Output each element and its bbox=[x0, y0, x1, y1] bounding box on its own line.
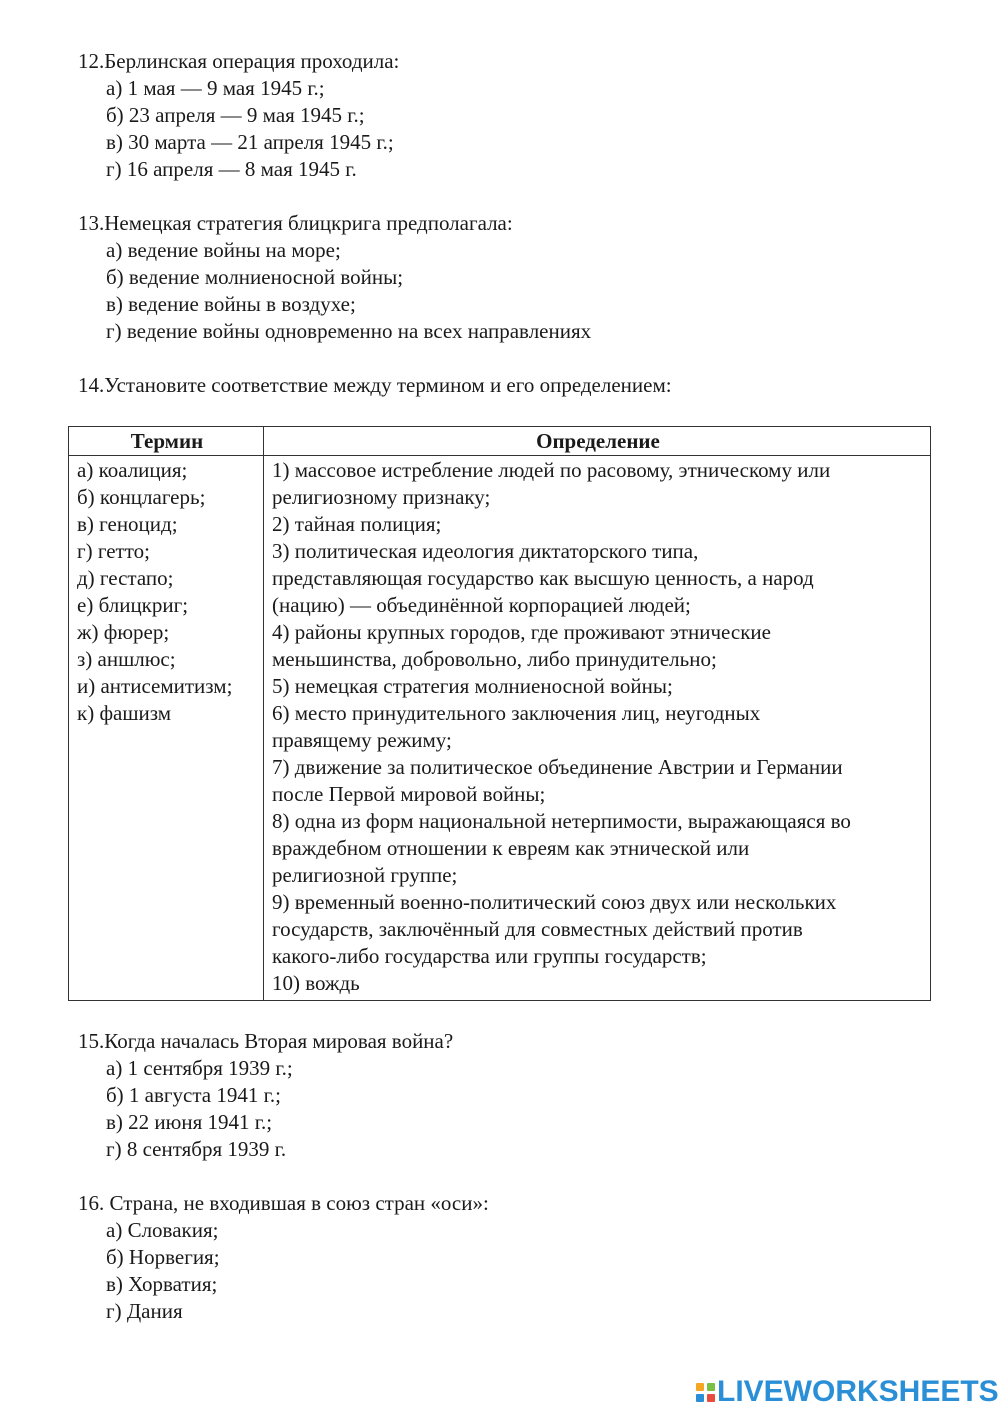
logo-blocks-icon bbox=[696, 1383, 715, 1402]
term-item: ж) фюрер; bbox=[77, 620, 170, 644]
question-16-title: 16. Страна, не входившая в союз стран «оси»: bbox=[78, 1191, 489, 1215]
question-15-option-b[interactable]: б) 1 августа 1941 г.; bbox=[106, 1083, 281, 1107]
definition-line: враждебном отношении к евреям как этнической или bbox=[272, 836, 750, 860]
matching-table bbox=[68, 426, 931, 1001]
term-item: б) концлагерь; bbox=[77, 485, 206, 509]
question-16-option-a[interactable]: а) Словакия; bbox=[106, 1218, 219, 1242]
term-item: и) антисемитизм; bbox=[77, 674, 233, 698]
question-15-option-a[interactable]: а) 1 сентября 1939 г.; bbox=[106, 1056, 293, 1080]
logo-block bbox=[696, 1383, 704, 1391]
term-item: е) блицкриг; bbox=[77, 593, 189, 617]
question-13-option-a[interactable]: а) ведение войны на море; bbox=[106, 238, 341, 262]
logo-block bbox=[707, 1383, 715, 1391]
term-column-header: Термин bbox=[69, 427, 264, 456]
question-12-option-a[interactable]: а) 1 мая — 9 мая 1945 г.; bbox=[106, 76, 325, 100]
definition-line: (нацию) — объединённой корпорацией людей; bbox=[272, 593, 691, 617]
question-12-option-d[interactable]: г) 16 апреля — 8 мая 1945 г. bbox=[106, 157, 357, 181]
term-item: в) геноцид; bbox=[77, 512, 178, 536]
question-15-option-c[interactable]: в) 22 июня 1941 г.; bbox=[106, 1110, 273, 1134]
definition-line: 4) районы крупных городов, где проживают этнические bbox=[272, 620, 771, 644]
question-15-option-d[interactable]: г) 8 сентября 1939 г. bbox=[106, 1137, 287, 1161]
definition-line: религиозной группе; bbox=[272, 863, 458, 887]
term-item: д) гестапо; bbox=[77, 566, 174, 590]
term-item: к) фашизм bbox=[77, 701, 172, 725]
term-item: з) аншлюс; bbox=[77, 647, 176, 671]
logo-text: LIVEWORKSHEETS bbox=[717, 1375, 999, 1408]
question-12-title: 12.Берлинская операция проходила: bbox=[78, 49, 400, 73]
question-13-option-c[interactable]: в) ведение войны в воздухе; bbox=[106, 292, 356, 316]
definition-line: 6) место принудительного заключения лиц, неугодных bbox=[272, 701, 761, 725]
definition-line: 1) массовое истребление людей по расовому, этническому или bbox=[272, 458, 831, 482]
definition-line: представляющая государство как высшую ценность, а народ bbox=[272, 566, 814, 590]
question-16-option-c[interactable]: в) Хорватия; bbox=[106, 1272, 218, 1296]
term-item: г) гетто; bbox=[77, 539, 150, 563]
definition-line: 10) вождь bbox=[272, 971, 360, 995]
definition-line: 3) политическая идеология диктаторского типа, bbox=[272, 539, 699, 563]
definition-line: 9) временный военно-политический союз двух или нескольких bbox=[272, 890, 837, 914]
definition-line: правящему режиму; bbox=[272, 728, 452, 752]
question-15-title: 15.Когда началась Вторая мировая война? bbox=[78, 1029, 454, 1053]
question-16-option-b[interactable]: б) Норвегия; bbox=[106, 1245, 220, 1269]
logo-block bbox=[696, 1394, 704, 1402]
definition-line: после Первой мировой войны; bbox=[272, 782, 546, 806]
question-14-title: 14.Установите соответствие между термином и его определением: bbox=[78, 373, 672, 397]
question-13-option-d[interactable]: г) ведение войны одновременно на всех направлениях bbox=[106, 319, 592, 343]
definition-line: религиозному признаку; bbox=[272, 485, 491, 509]
question-16-option-d[interactable]: г) Дания bbox=[106, 1299, 183, 1323]
definition-line: государств, заключённый для совместных действий против bbox=[272, 917, 803, 941]
definition-line: 2) тайная полиция; bbox=[272, 512, 442, 536]
term-item: а) коалиция; bbox=[77, 458, 188, 482]
question-13-title: 13.Немецкая стратегия блицкрига предполагала: bbox=[78, 211, 513, 235]
terms-cell bbox=[69, 456, 264, 1001]
logo-block bbox=[707, 1394, 715, 1402]
definition-line: какого-либо государства или группы государств; bbox=[272, 944, 707, 968]
question-12-option-c[interactable]: в) 30 марта — 21 апреля 1945 г.; bbox=[106, 130, 394, 154]
matching-table-header-row bbox=[69, 427, 931, 456]
matching-table-body-row bbox=[69, 456, 931, 1001]
definition-line: 7) движение за политическое объединение Австрии и Германии bbox=[272, 755, 843, 779]
question-13-option-b[interactable]: б) ведение молниеносной войны; bbox=[106, 265, 404, 289]
definition-line: 5) немецкая стратегия молниеносной войны; bbox=[272, 674, 673, 698]
definitions-cell bbox=[264, 456, 931, 1001]
definition-line: меньшинства, добровольно, либо принудительно; bbox=[272, 647, 717, 671]
question-12-option-b[interactable]: б) 23 апреля — 9 мая 1945 г.; bbox=[106, 103, 365, 127]
definition-line: 8) одна из форм национальной нетерпимости, выражающаяся во bbox=[272, 809, 851, 833]
liveworksheets-logo bbox=[696, 1375, 999, 1408]
definition-column-header: Определение bbox=[264, 427, 931, 456]
